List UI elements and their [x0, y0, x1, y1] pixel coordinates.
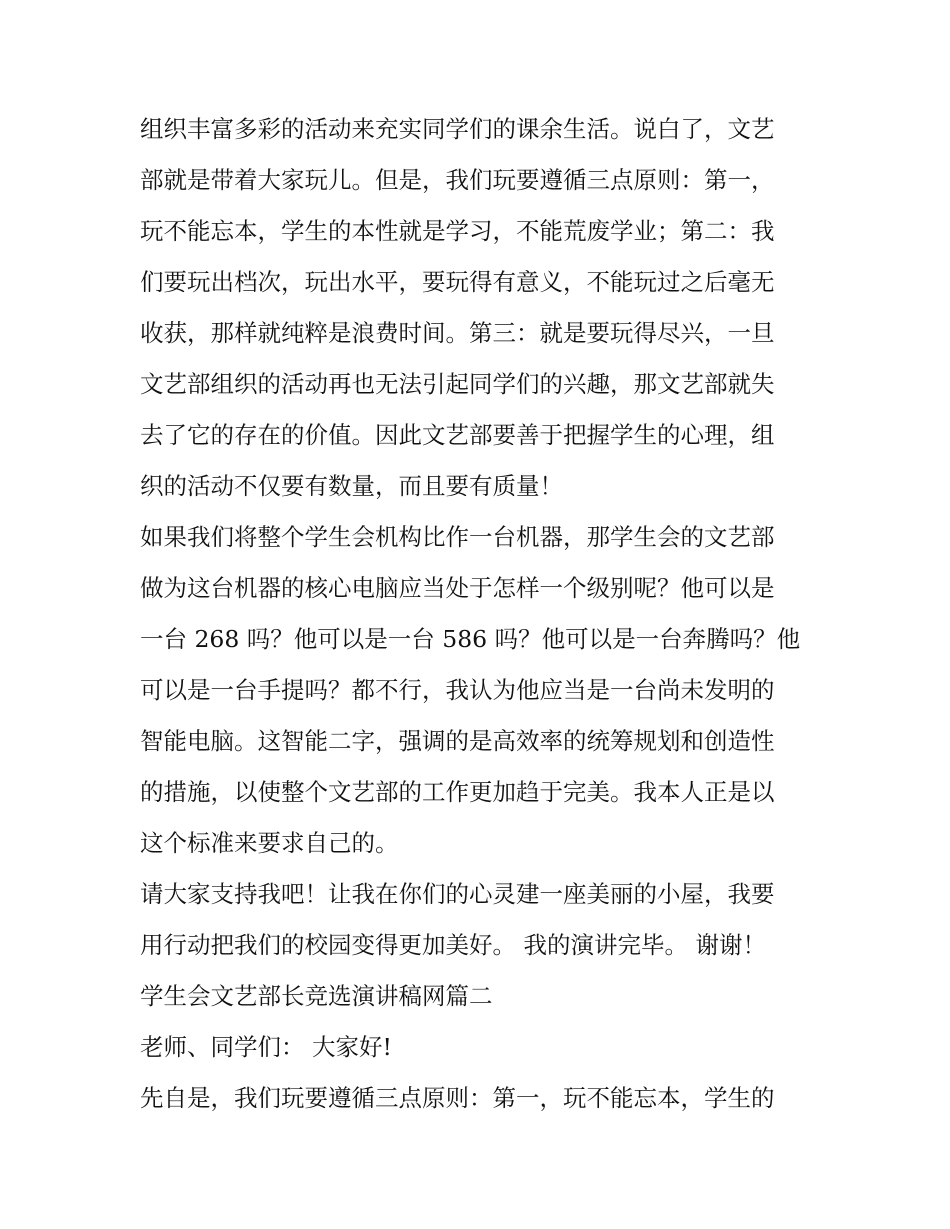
text-line: 可以是一台手提吗？都不行，我认为他应当是一台尚未发明的 — [140, 676, 775, 704]
text-line: 文艺部组织的活动再也无法引起同学们的兴趣，那文艺部就失 — [140, 370, 775, 398]
text-line: 去了它的存在的价值。因此文艺部要善于把握学生的心理，组 — [140, 421, 775, 449]
text-line: 做为这台机器的核心电脑应当处于怎样一个级别呢？他可以是 — [140, 574, 775, 602]
text-line: 一台 268 吗？他可以是一台 586 吗？他可以是一台奔腾吗？他 — [140, 625, 801, 653]
text-line: 这个标准来要求自己的。 — [140, 829, 399, 857]
text-line: 部就是带着大家玩儿。但是，我们玩要遵循三点原则：第一， — [140, 166, 775, 194]
text-line: 智能电脑。这智能二字，强调的是高效率的统筹规划和创造性 — [140, 727, 775, 755]
salutation: 老师、同学们： 大家好! — [140, 1033, 392, 1061]
text-line: 收获，那样就纯粹是浪费时间。第三：就是要玩得尽兴，一旦 — [140, 319, 775, 347]
text-line: 的措施，以使整个文艺部的工作更加趋于完美。我本人正是以 — [140, 778, 775, 806]
document-body — [140, 104, 820, 1124]
text-line: 织的活动不仅要有数量，而且要有质量！ — [140, 472, 563, 500]
section-heading: 学生会文艺部长竞选演讲稿网篇二 — [140, 982, 493, 1010]
text-line: 请大家支持我吧！让我在你们的心灵建一座美丽的小屋，我要 — [140, 880, 775, 908]
text-line: 玩不能忘本，学生的本性就是学习，不能荒废学业；第二：我 — [140, 217, 775, 245]
text-line: 先自是，我们玩要遵循三点原则：第一，玩不能忘本，学生的 — [140, 1084, 775, 1112]
text-line: 如果我们将整个学生会机构比作一台机器，那学生会的文艺部 — [140, 523, 775, 551]
text-line: 组织丰富多彩的活动来充实同学们的课余生活。说白了，文艺 — [140, 115, 775, 143]
text-line: 用行动把我们的校园变得更加美好。 我的演讲完毕。 谢谢！ — [140, 931, 766, 959]
text-line: 们要玩出档次，玩出水平，要玩得有意义，不能玩过之后毫无 — [140, 268, 775, 296]
